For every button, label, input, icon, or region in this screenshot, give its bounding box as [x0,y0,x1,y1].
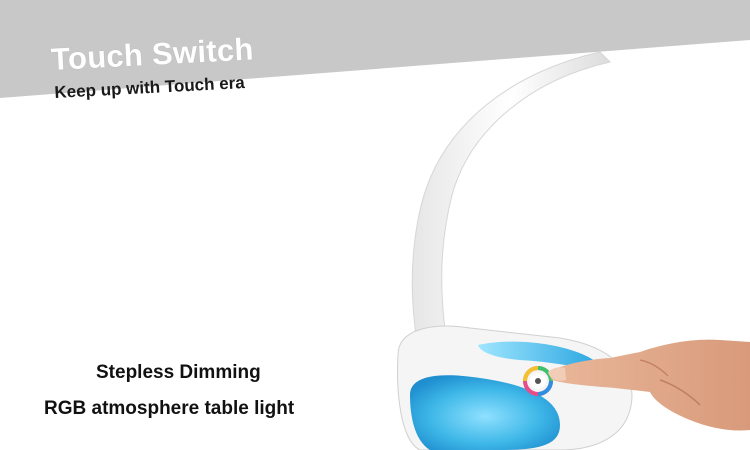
banner-subtitle: Keep up with Touch era [53,73,246,103]
banner-title: Touch Switch [50,31,255,78]
lamp-neck [412,52,610,352]
feature-stepless-dimming: Stepless Dimming [96,362,261,383]
feature-rgb-light: RGB atmosphere table light [44,398,295,419]
